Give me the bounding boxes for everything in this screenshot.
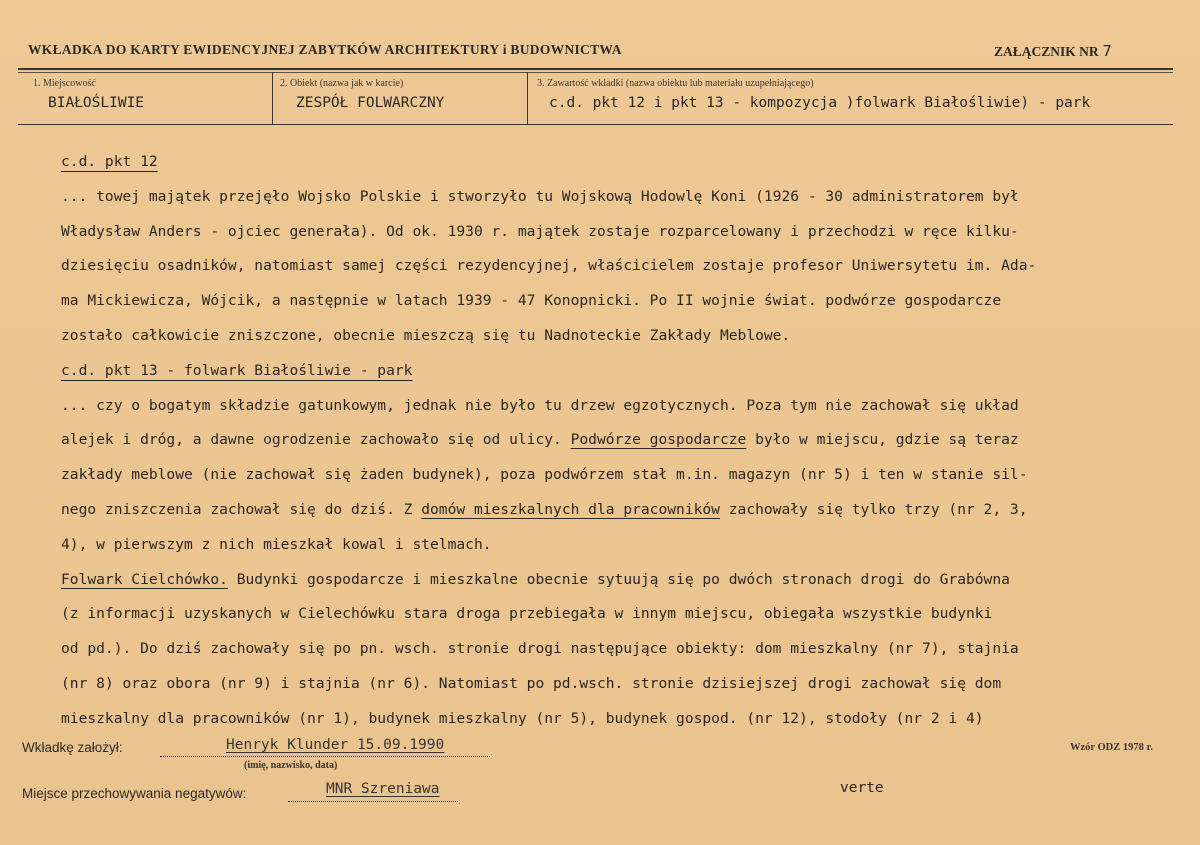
section-12-line: ma Mickiewicza, Wójcik, a następnie w latach 1939 - 47 Konopnicki. Po II wojnie świat. podwórze gospodarcze <box>61 292 1002 310</box>
object-label: 2. Obiekt (nazwa jak w karcie) <box>280 78 404 89</box>
section-13-line: (z informacji uzyskanych w Cielechówku stara droga przebiegała w innym miejscu, obiegała wszystkie budynki <box>61 605 993 623</box>
negatives-label: Miejsce przechowywania negatywów: <box>22 786 247 801</box>
text-run: nego zniszczenia zachował się do dziś. Z <box>61 500 422 518</box>
section-13-line <box>61 563 1171 598</box>
location-value: BIAŁOŚLIWIE <box>48 95 145 111</box>
form-code: Wzór ODZ 1978 r. <box>1070 742 1153 753</box>
created-by-value: Henryk Klunder 15.09.1990 <box>226 737 445 753</box>
negatives-dotline <box>288 801 458 802</box>
location-label: 1. Miejscowość <box>33 78 96 89</box>
section-12-heading: c.d. pkt 12 <box>61 153 158 170</box>
section-12-line: Władysław Anders - ojciec generała). Od ok. 1930 r. majątek zostaje rozparcelowany i przechodzi w ręce kilku- <box>61 222 1019 240</box>
created-by-label: Wkładkę założył: <box>22 740 123 755</box>
section-13-line: mieszkalny dla pracowników (nr 1), budynek mieszkalny (nr 5), budynek gospod. (nr 12), stodoły (nr 2 i 4) <box>61 709 984 727</box>
underlined-term: domów mieszkalnych dla pracowników <box>421 500 720 518</box>
section-13-line <box>61 493 1171 528</box>
section-13-line: ... czy o bogatym składzie gatunkowym, jednak nie było tu drzew egzotycznych. Poza tym nie zachował się układ <box>61 396 1019 414</box>
content-label: 3. Zawartość wkładki (nazwa obiektu lub materiału uzupełniającego) <box>537 78 814 89</box>
annex-number: 7 <box>1102 42 1112 60</box>
content-value: c.d. pkt 12 i pkt 13 - kompozycja )folwark Białośliwie) - park <box>549 95 1091 111</box>
text-run: zachowały się tylko trzy (nr 2, 3, <box>719 500 1028 518</box>
section-13-line: (nr 8) oraz obora (nr 9) i stajnia (nr 6). Natomiast po pd.wsch. stronie dzisiejszej drogi zachował się dom <box>61 674 1002 692</box>
section-12-line: zostało całkowicie zniszczone, obecnie mieszczą się tu Nadnoteckie Zakłady Meblowe. <box>61 326 791 344</box>
section-13-line: 4), w pierwszym z nich mieszkał kowal i stelmach. <box>61 535 492 553</box>
text-run: Budynki gospodarcze i mieszkalne obecnie sytuują się po dwóch stronach drogi do Grabówna <box>227 570 1010 588</box>
section-13-line: od pd.). Do dziś zachowały się po pn. wsch. stronie drogi następujące obiekty: dom mieszkalny (nr 7), stajnia <box>61 640 1019 658</box>
header-rule-thin <box>18 72 1173 73</box>
field-separator <box>272 72 273 124</box>
verte-note: verte <box>840 780 884 796</box>
section-12-line: dziesięciu osadników, natomiast samej części rezydencyjnej, właścicielem zostaje profesor Uniwersytetu im. Ada- <box>61 257 1037 275</box>
annex-label <box>994 42 1112 60</box>
form-title: WKŁADKA DO KARTY EWIDENCYJNEJ ZABYTKÓW ARCHITEKTURY i BUDOWNICTWA <box>28 42 622 57</box>
created-by-hint: (imię, nazwisko, data) <box>244 760 338 771</box>
underlined-term: Podwórze gospodarcze <box>570 431 747 449</box>
section-13-line: zakłady meblowe (nie zachował się żaden budynek), poza podwórzem stał m.in. magazyn (nr 5) i ten w stanie sil- <box>61 466 1028 484</box>
text-run: było w miejscu, gdzie są teraz <box>746 431 1019 449</box>
negatives-value: MNR Szreniawa <box>326 781 440 797</box>
section-13-line <box>61 423 1171 458</box>
object-value: ZESPÓŁ FOLWARCZNY <box>296 95 445 111</box>
underlined-term: Folwark Cielchówko. <box>61 570 228 588</box>
typed-body <box>61 145 1171 737</box>
text-run: alejek i dróg, a dawne ogrodzenie zachowało się od ulicy. <box>61 431 571 449</box>
section-12-line: ... towej majątek przejęło Wojsko Polskie i stworzyło tu Wojskową Hodowlę Koni (1926 - 30 administratorem był <box>61 187 1019 205</box>
annex-label-text: ZAŁĄCZNIK NR <box>994 44 1099 59</box>
field-separator <box>527 72 528 124</box>
fields-bottom-rule <box>18 124 1173 125</box>
header-rule <box>18 68 1173 70</box>
created-by-dotline <box>160 756 490 757</box>
section-13-heading: c.d. pkt 13 - folwark Białośliwie - park <box>61 361 413 379</box>
